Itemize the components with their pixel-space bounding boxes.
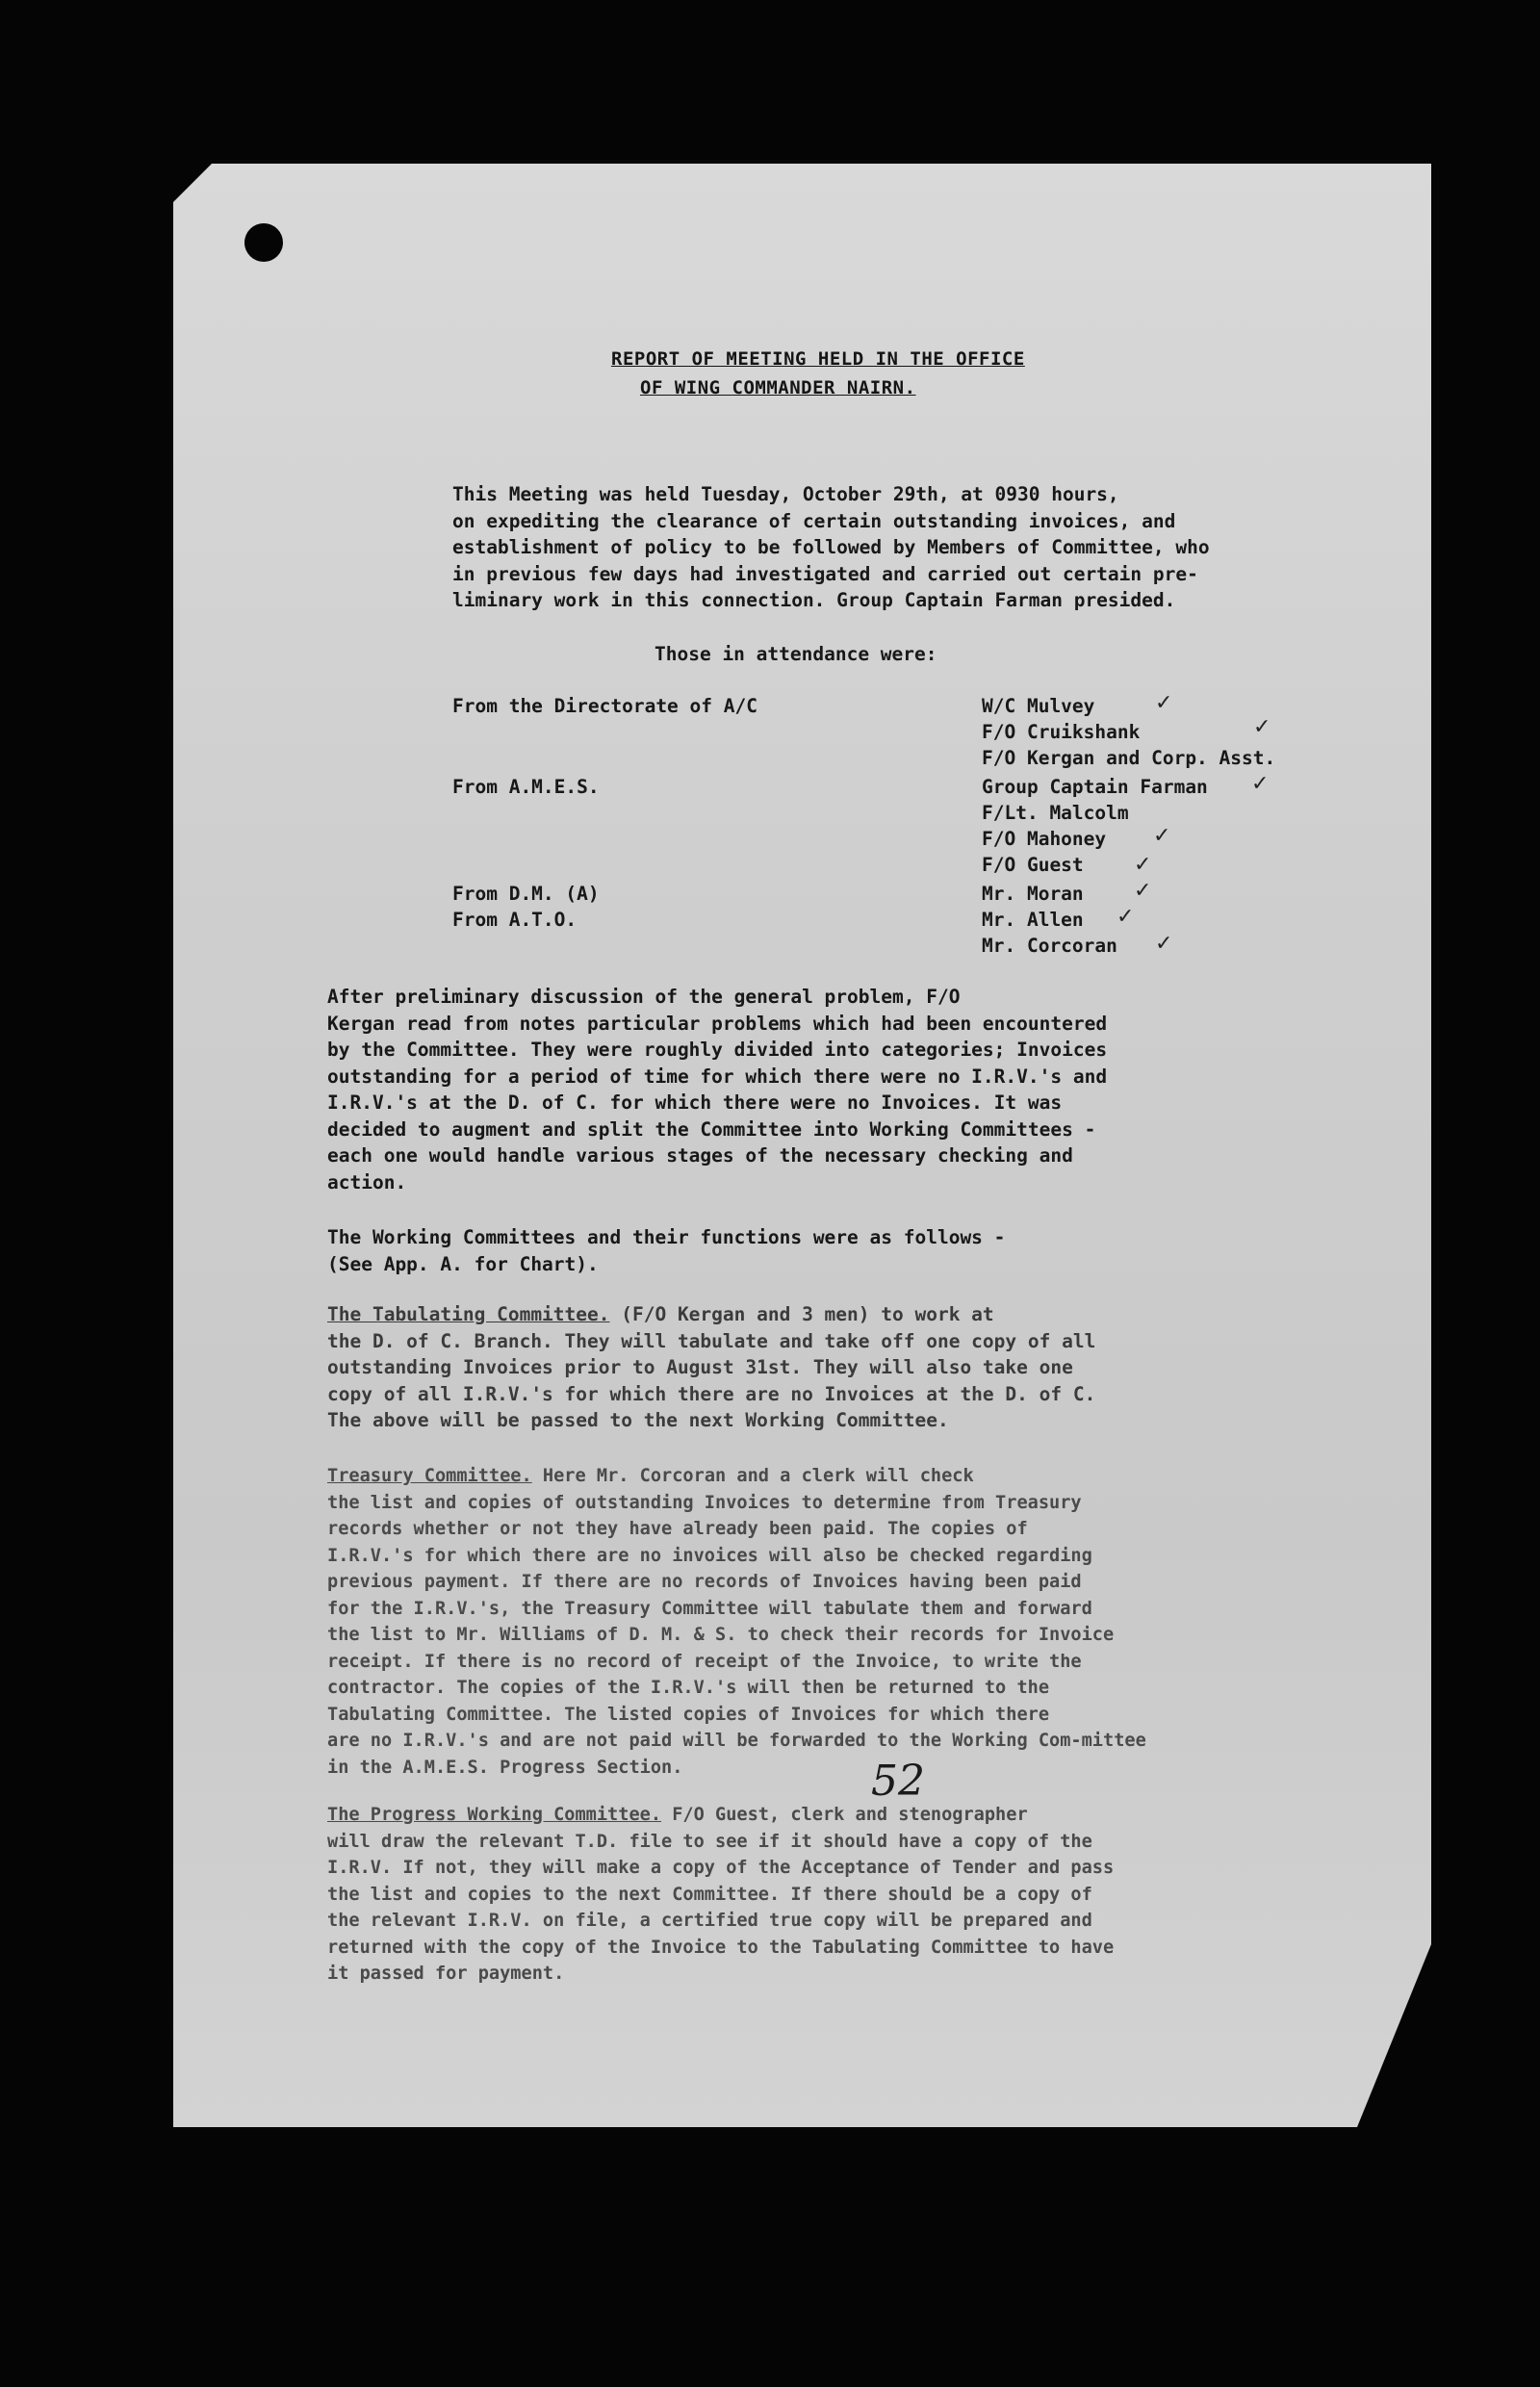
treasury-committee-paragraph <box>327 1463 1319 1781</box>
title-line-2: OF WING COMMANDER NAIRN. <box>640 377 916 398</box>
intro-paragraph: This Meeting was held Tuesday, October 29th, at 0930 hours, on expediting the clearance of certain outstanding invoices, and establishment of policy to be followed by Members of Committee, who in previous few days had investigated and carried out certain pre- liminary work in this connection. Group Captain Farman presided. <box>452 483 1210 611</box>
title-line-1: REPORT OF MEETING HELD IN THE OFFICE <box>611 348 1025 370</box>
attendee: F/O Cruikshank <box>982 721 1141 743</box>
check-mark-icon: ✓ <box>1153 824 1171 848</box>
attendance-label: From A.T.O. <box>452 909 578 931</box>
check-mark-icon: ✓ <box>1134 879 1152 903</box>
check-mark-icon: ✓ <box>1116 905 1135 929</box>
tabulating-committee-label: The Tabulating Committee. <box>327 1303 610 1325</box>
check-mark-icon: ✓ <box>1155 691 1173 715</box>
attendance-label: From A.M.E.S. <box>452 776 600 798</box>
tabulating-committee-paragraph <box>327 1301 1309 1434</box>
check-mark-icon: ✓ <box>1134 853 1152 877</box>
working-committees-paragraph: The Working Committees and their functions were as follows - (See App. A. for Chart). <box>327 1226 1006 1275</box>
attendee: Group Captain Farman <box>982 776 1208 798</box>
attendee: W/C Mulvey <box>982 695 1095 717</box>
attendee: F/O Guest <box>982 854 1084 876</box>
attendee: Mr. Moran <box>982 883 1084 905</box>
check-mark-icon: ✓ <box>1253 715 1271 739</box>
progress-committee-text: F/O Guest, clerk and stenographer will draw the relevant T.D. file to see if it should have a copy of the I.R.V. If not, they will make a copy of the Acceptance of Tender and pass the list and copies to the next Committee. If there should be a copy of the relevant I.R.V. on file, a certified true copy will be prepared and returned with the copy of the Invoice to the Tabulating Committee to have it passed for payment. <box>327 1805 1115 1984</box>
page-number: 52 <box>871 1757 925 1806</box>
attendee: F/O Mahoney <box>982 828 1107 850</box>
progress-committee-paragraph <box>327 1802 1319 1988</box>
treasury-committee-text: Here Mr. Corcoran and a clerk will check the list and copies of outstanding Invoices to determine from Treasury records whether or not they have already been paid. The copies of I.R.V.'s for which there are no invoices will also be checked regarding previous payment. If there are no records of Invoices having been paid for the I.R.V.'s, the Treasury Committee will tabulate them and forward the list to Mr. Williams of D. M. & S. to check their records for Invoice receipt. If there is no record of receipt of the Invoice, to write the contractor. The copies of the I.R.V.'s will then be returned to the Tabulating Committee. The listed copies of Invoices for which there are no I.R.V.'s and are not paid will be forwarded to the Working Com-mittee in the A.M.E.S. Progress Section. <box>327 1466 1146 1778</box>
attendance-heading: Those in attendance were: <box>654 643 937 665</box>
attendee: Mr. Corcoran <box>982 935 1117 957</box>
tabulating-committee-text: (F/O Kergan and 3 men) to work at the D. of C. Branch. They will tabulate and take off one copy of all outstanding Invoices prior to August 31st. They will also take one copy of all I.R.V.'s for which there are no Invoices at the D. of C. The above will be passed to the next Working Committee. <box>327 1303 1096 1431</box>
attendance-label: From the Directorate of A/C <box>452 695 757 717</box>
attendee: Mr. Allen <box>982 909 1084 931</box>
progress-committee-label: The Progress Working Committee. <box>327 1805 662 1825</box>
attendee: F/Lt. Malcolm <box>982 802 1129 824</box>
discussion-paragraph: After preliminary discussion of the general problem, F/O Kergan read from notes particular problems which had been encountered by the Committee. They were roughly divided into categories; Invoices outstanding for a period of time for which there were no I.R.V.'s and I.R.V.'s at the D. of C. for which there were no Invoices. It was decided to augment and split the Committee into Working Committees - each one would handle various stages of the necessary checking and action. <box>327 986 1108 1194</box>
check-mark-icon: ✓ <box>1155 932 1173 956</box>
attendee: F/O Kergan and Corp. Asst. <box>982 747 1276 769</box>
punch-hole <box>244 223 283 262</box>
treasury-committee-label: Treasury Committee. <box>327 1466 532 1486</box>
attendance-label: From D.M. (A) <box>452 883 600 905</box>
check-mark-icon: ✓ <box>1251 772 1270 796</box>
